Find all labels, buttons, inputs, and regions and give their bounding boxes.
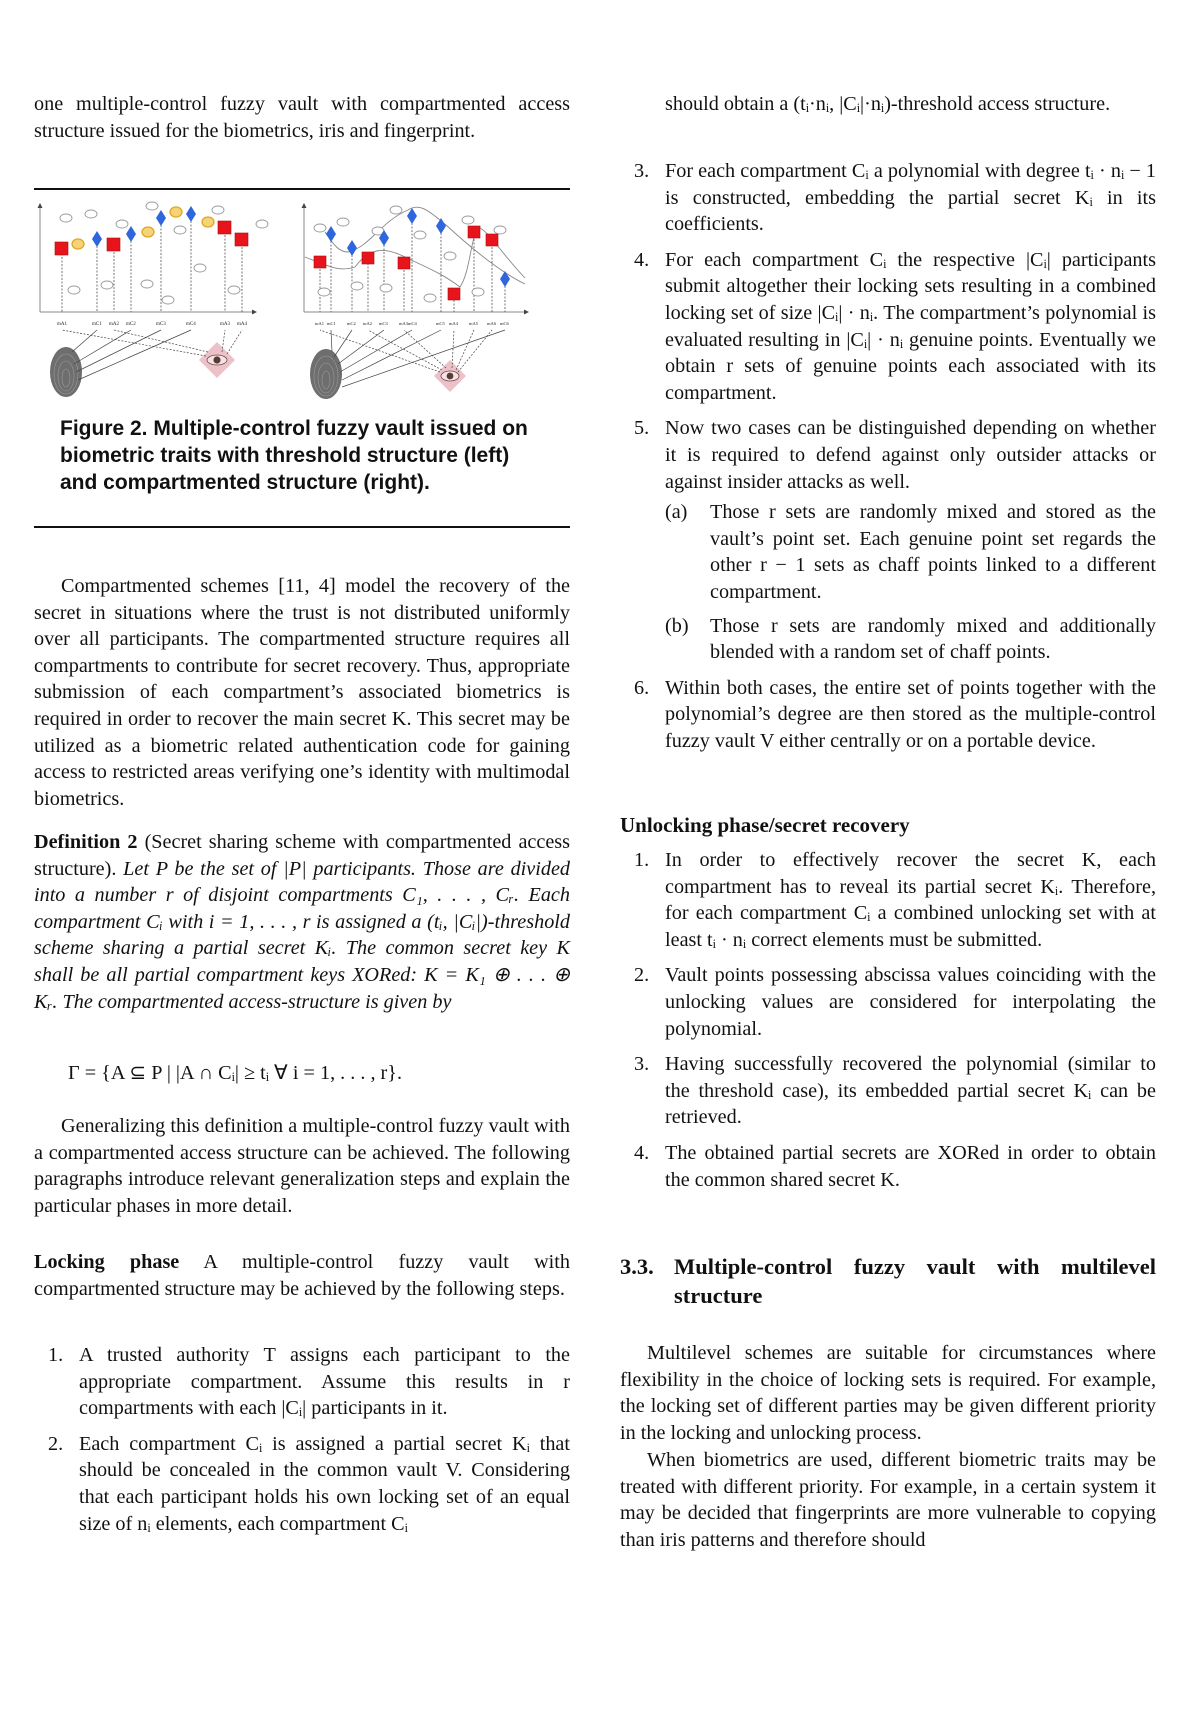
locking-step — [620, 675, 1156, 755]
locking-step — [620, 158, 1156, 238]
sub-step-text: Those r sets are randomly mixed and additionally blended with a random set of chaff points. — [710, 614, 1156, 664]
fingerprint-icon — [310, 349, 342, 399]
svg-text:mA1: mA1 — [315, 321, 324, 326]
sub-step-label: (a) — [665, 501, 688, 524]
step-text: For each compartment Cᵢ a polynomial with degree tᵢ · nᵢ − 1 is constructed, embedding the partial secret Kᵢ in its coefficients. — [665, 160, 1156, 236]
paragraph-compartmented: Compartmented schemes [11, 4] model the recovery of the secret in situations where the trust is not distributed uniformly over all participants. The compartmented structure requires all compartments to contribute for secret recovery. Thus, appropriate submission of each compartment’s associated biometrics is required in order to recover the main secret K. This secret may be utilized as a biometric related authentication code for gaining access to restricted areas verifying one’s identity with multimodal biometrics. — [34, 575, 570, 810]
step-number: 2. — [48, 1432, 64, 1455]
svg-text:mC4: mC4 — [408, 321, 417, 326]
step-number: 1. — [48, 1344, 64, 1366]
step-text: A trusted authority T assigns each participant to the appropriate compartment. Assume this results in r compartments with each |Cᵢ| participants in it. — [79, 1344, 570, 1420]
locking-step — [34, 1431, 570, 1537]
step-number: 4. — [634, 248, 650, 271]
step-text: Now two cases can be distinguished depending on whether it is required to defend against only outsider attacks or against insider attacks as well. — [665, 417, 1156, 493]
sub-step — [665, 613, 1156, 666]
section-number: 3.3. — [620, 1254, 654, 1279]
paragraph-multilevel-2: When biometrics are used, different biometric traits may be treated with different priority. For example, in a certain system it may be decided that fingerprints are more vulnerable to copying than iris patterns and therefore should — [620, 1449, 1156, 1551]
paragraph-generalizing: Generalizing this definition a multiple-control fuzzy vault with a compartmented access structure can be achieved. The following paragraphs introduce relevant generalization steps and explain the particular phases in more detail. — [34, 1115, 570, 1217]
definition-label: Definition 2 — [34, 831, 138, 853]
step-number: 6. — [634, 676, 650, 699]
section-title: Multiple-control fuzzy vault with multilevel structure — [674, 1254, 1156, 1308]
step-text: Each compartment Cᵢ is assigned a partial secret Kᵢ that should be concealed in the common vault V. Considering that each participant holds his own locking set of an equal size of nᵢ elements, each compartment Cᵢ — [79, 1432, 570, 1535]
unlocking-steps-list — [620, 847, 1156, 1202]
locking-step — [620, 247, 1156, 407]
svg-text:mC1: mC1 — [92, 322, 102, 327]
figure-2 — [34, 192, 570, 407]
unlocking-step — [620, 962, 1156, 1042]
locking-phase-intro-text: A multiple-control fuzzy vault with compartmented structure may be achieved by the following steps. — [34, 1251, 570, 1300]
svg-text:mC3: mC3 — [379, 321, 388, 326]
section-3-3-heading — [620, 1252, 1156, 1310]
svg-text:mA2: mA2 — [363, 321, 372, 326]
svg-text:mC1: mC1 — [327, 321, 336, 326]
unlocking-step — [620, 1051, 1156, 1131]
figure-top-rule — [34, 188, 570, 190]
fingerprint-icon — [50, 347, 82, 397]
step-text: The obtained partial secrets are XORed in order to obtain the common shared secret K. — [665, 1141, 1156, 1191]
step-2-continuation: should obtain a (tᵢ·nᵢ, |Cᵢ|·nᵢ)-threshold access structure. — [665, 93, 1111, 115]
definition-2 — [34, 829, 570, 1015]
step-text: Having successfully recovered the polynomial (similar to the threshold case), its embedded partial secret Kᵢ can be retrieved. — [665, 1053, 1156, 1129]
step-number: 5. — [634, 417, 650, 440]
svg-text:mA4: mA4 — [237, 322, 247, 327]
svg-text:mC3: mC3 — [156, 322, 166, 327]
svg-text:mA6: mA6 — [487, 321, 496, 326]
step-number: 1. — [634, 849, 650, 871]
sub-step-text: Those r sets are randomly mixed and stored as the vault’s point set. Each genuine point set regards the other r − 1 sets as chaff points linked to a different compartment. — [710, 501, 1156, 603]
svg-text:mA2: mA2 — [109, 322, 119, 327]
locking-steps-list — [34, 1342, 570, 1546]
locking-phase-intro — [34, 1249, 570, 1302]
step-number: 4. — [634, 1141, 650, 1164]
step-number: 3. — [634, 1053, 650, 1076]
svg-text:mC4: mC4 — [186, 322, 196, 327]
locking-step — [620, 415, 1156, 665]
unlocking-phase-heading: Unlocking phase/secret recovery — [620, 813, 910, 837]
svg-text:mA4: mA4 — [449, 321, 458, 326]
compartmented-structure-diagram — [300, 192, 570, 407]
figure-bottom-rule — [34, 526, 570, 528]
step-text: In order to effectively recover the secret K, each compartment has to reveal its partial secret Kᵢ. Therefore, for each compartment Cᵢ a combined unlocking set with at least tᵢ · nᵢ correct elements must be submitted. — [665, 849, 1156, 951]
definition-title: (Secret sharing scheme with compartmented access structure). — [34, 831, 570, 880]
threshold-structure-diagram — [34, 192, 294, 407]
access-structure-formula: Γ = {A ⊆ P | |A ∩ Cᵢ| ≥ tᵢ ∀ i = 1, . . . , r}. — [68, 1062, 403, 1084]
locking-step — [34, 1342, 570, 1422]
svg-text:mA1: mA1 — [57, 322, 67, 327]
sub-step-label: (b) — [665, 614, 689, 637]
definition-body: Let P be the set of |P| participants. Those are divided into a number r of disjoint compartments C₁, . . . , Cᵣ. Each compartment Cᵢ with i = 1, . . . , r is assigned a (tᵢ, |Cᵢ|)-threshold scheme sharing a partial secret Kᵢ. The common secret key K shall be all partial compartment keys XORed: K = K₁ ⊕ . . . ⊕ Kᵣ. The compartmented access-structure is given by — [34, 857, 570, 1013]
svg-text:mA3: mA3 — [399, 321, 408, 326]
step-number: 3. — [634, 160, 650, 182]
svg-text:mA5: mA5 — [469, 321, 478, 326]
svg-text:mA3: mA3 — [220, 322, 230, 327]
figure-caption: Figure 2. Multiple-control fuzzy vault issued on biometric traits with threshold structure (left) and compartmented structure (right). — [60, 417, 528, 494]
paragraph-multilevel-1: Multilevel schemes are suitable for circumstances where flexibility in the choice of locking sets is required. For example, the locking set of different parties may be given different priority in the locking and unlocking process. — [620, 1342, 1156, 1444]
unlocking-step — [620, 847, 1156, 953]
unlocking-step — [620, 1140, 1156, 1193]
locking-phase-heading: Locking phase — [34, 1251, 180, 1273]
step-text: Vault points possessing abscissa values coinciding with the unlocking values are considered for interpolating the polynomial. — [665, 964, 1156, 1040]
step-text: Within both cases, the entire set of points together with the polynomial’s degree are then stored as the multiple-control fuzzy vault V either centrally or on a portable device. — [665, 676, 1156, 752]
svg-text:mC6: mC6 — [500, 321, 509, 326]
intro-paragraph: one multiple-control fuzzy vault with compartmented access structure issued for the biometrics, iris and fingerprint. — [34, 93, 570, 142]
sub-steps-list — [665, 499, 1156, 666]
step-text: For each compartment Cᵢ the respective |Cᵢ| participants submit altogether their locking sets resulting in a combined locking set of size |Cᵢ| · nᵢ. The compartment’s polynomial is evaluated resulting in |Cᵢ| · nᵢ genuine points. Eventually we obtain r sets of genuine points each associated with its compartment. — [665, 248, 1156, 404]
svg-text:mC2: mC2 — [126, 322, 136, 327]
locking-steps-continued — [620, 158, 1156, 763]
svg-text:mC5: mC5 — [436, 321, 445, 326]
step-number: 2. — [634, 964, 650, 987]
sub-step — [665, 499, 1156, 605]
svg-text:mC2: mC2 — [347, 321, 356, 326]
